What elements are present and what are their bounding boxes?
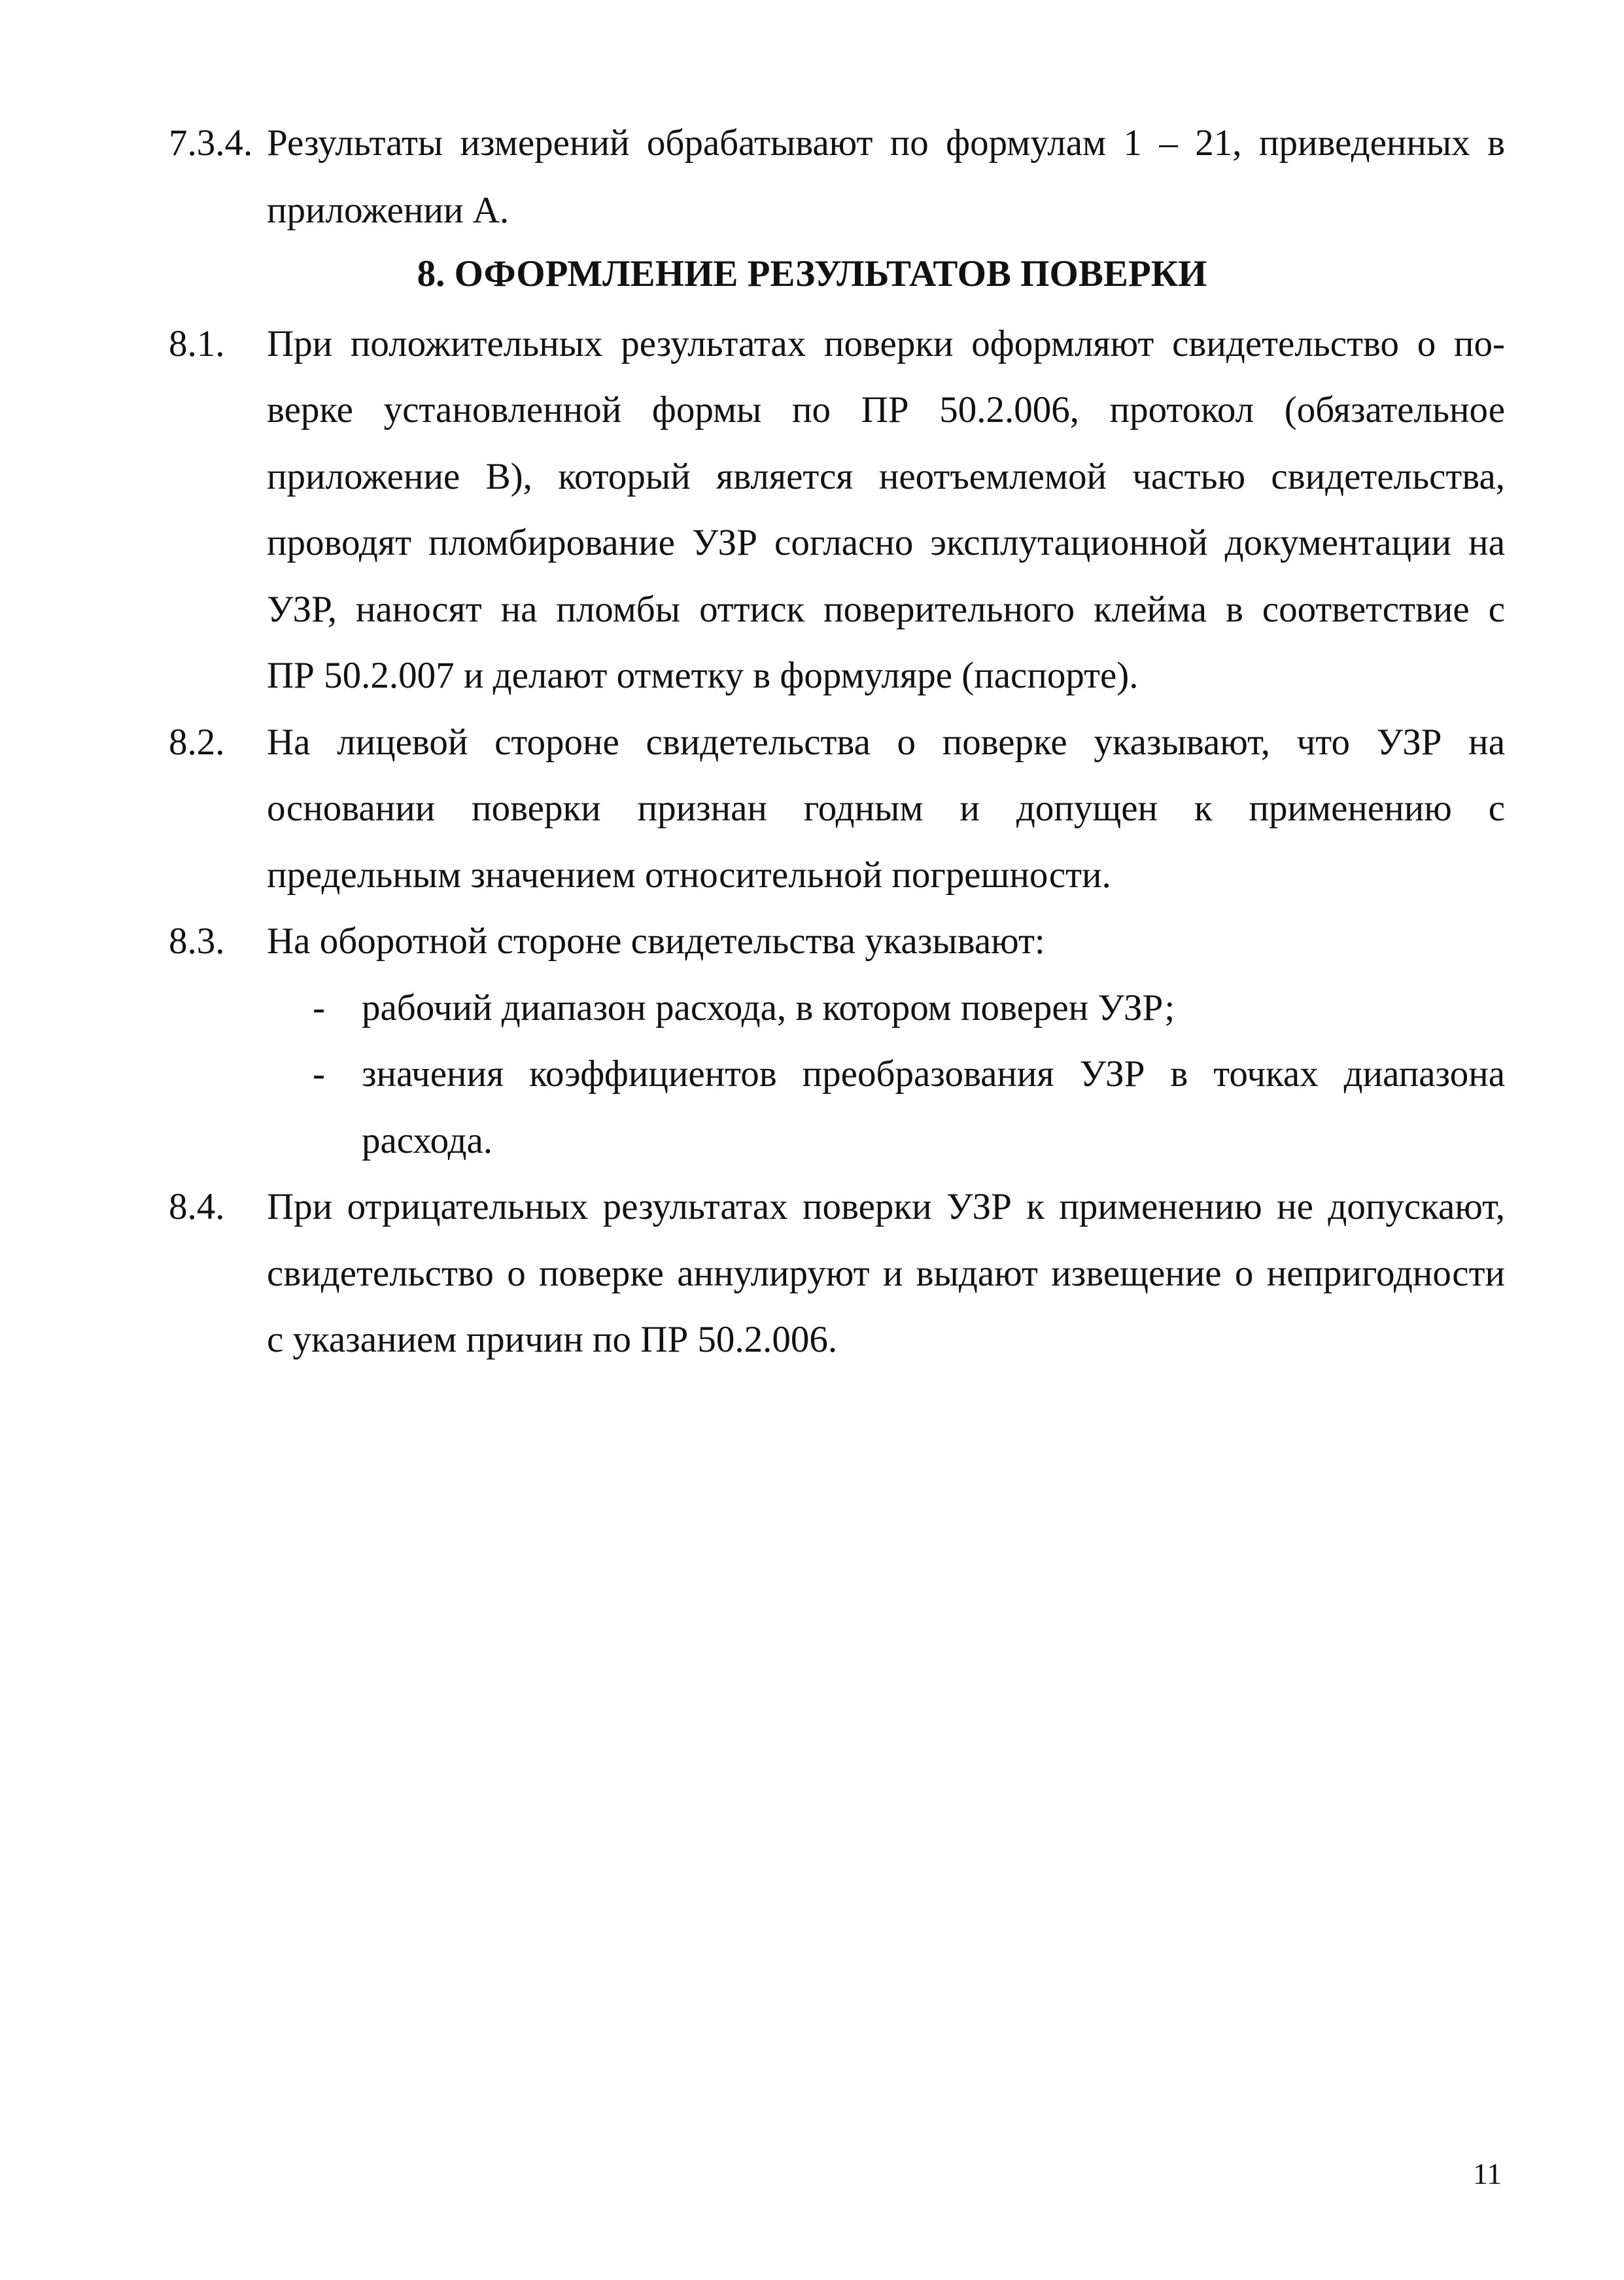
item-8-2-line-2: основании поверки признан годным и допущен к применению с — [267, 788, 1505, 829]
page-number: 11 — [1473, 2157, 1502, 2190]
item-number-8-3: 8.3. — [169, 921, 225, 962]
item-8-1-line-5: УЗР, наносят на пломбы оттиск поверительного клейма в соответствие с — [267, 589, 1505, 630]
bullet-2-line-2: расхода. — [362, 1120, 493, 1161]
item-8-1-line-4: проводят пломбирование УЗР согласно эксплутационной документации на — [267, 522, 1505, 563]
item-8-1-line-1: При положительных результатах поверки оформляют свидетельство о по- — [267, 323, 1505, 364]
item-8-4-line-2: свидетельство о поверке аннулируют и выдают извещение о непригодности — [267, 1253, 1505, 1294]
bullet-2-line-1: значения коэффициентов преобразования УЗР в точках диапазона — [362, 1053, 1505, 1095]
item-number-7-3-4: 7.3.4. — [169, 122, 253, 164]
item-8-1-line-2: верке установленной формы по ПР 50.2.006, протокол (обязательное — [267, 389, 1505, 430]
item-number-8-1: 8.1. — [169, 323, 225, 364]
item-7-3-4-line-2: приложении А. — [267, 190, 510, 231]
item-8-4-line-1: При отрицательных результатах поверки УЗР к применению не допускают, — [267, 1186, 1505, 1227]
section-heading: 8. ОФОРМЛЕНИЕ РЕЗУЛЬТАТОВ ПОВЕРКИ — [417, 253, 1207, 294]
item-number-8-4: 8.4. — [169, 1186, 225, 1227]
item-7-3-4-line-1: Результаты измерений обрабатывают по формулам 1 – 21, приведенных в — [267, 122, 1505, 164]
bullet-dash-2: - — [313, 1053, 325, 1095]
item-8-4-line-3: с указанием причин по ПР 50.2.006. — [267, 1319, 838, 1360]
item-8-2-line-1: На лицевой стороне свидетельства о поверке указывают, что УЗР на — [267, 722, 1505, 763]
item-8-2-line-3: предельным значением относительной погрешности. — [267, 854, 1111, 896]
item-8-1-line-3: приложение В), который является неотъемлемой частью свидетельства, — [267, 456, 1505, 497]
bullet-1-line-1: рабочий диапазон расхода, в котором поверен УЗР; — [362, 987, 1175, 1028]
item-8-3-line-1: На оборотной стороне свидетельства указывают: — [267, 921, 1045, 962]
item-8-1-line-6: ПР 50.2.007 и делают отметку в формуляре (паспорте). — [267, 655, 1139, 696]
item-number-8-2: 8.2. — [169, 722, 225, 763]
bullet-dash-1: - — [313, 987, 325, 1028]
